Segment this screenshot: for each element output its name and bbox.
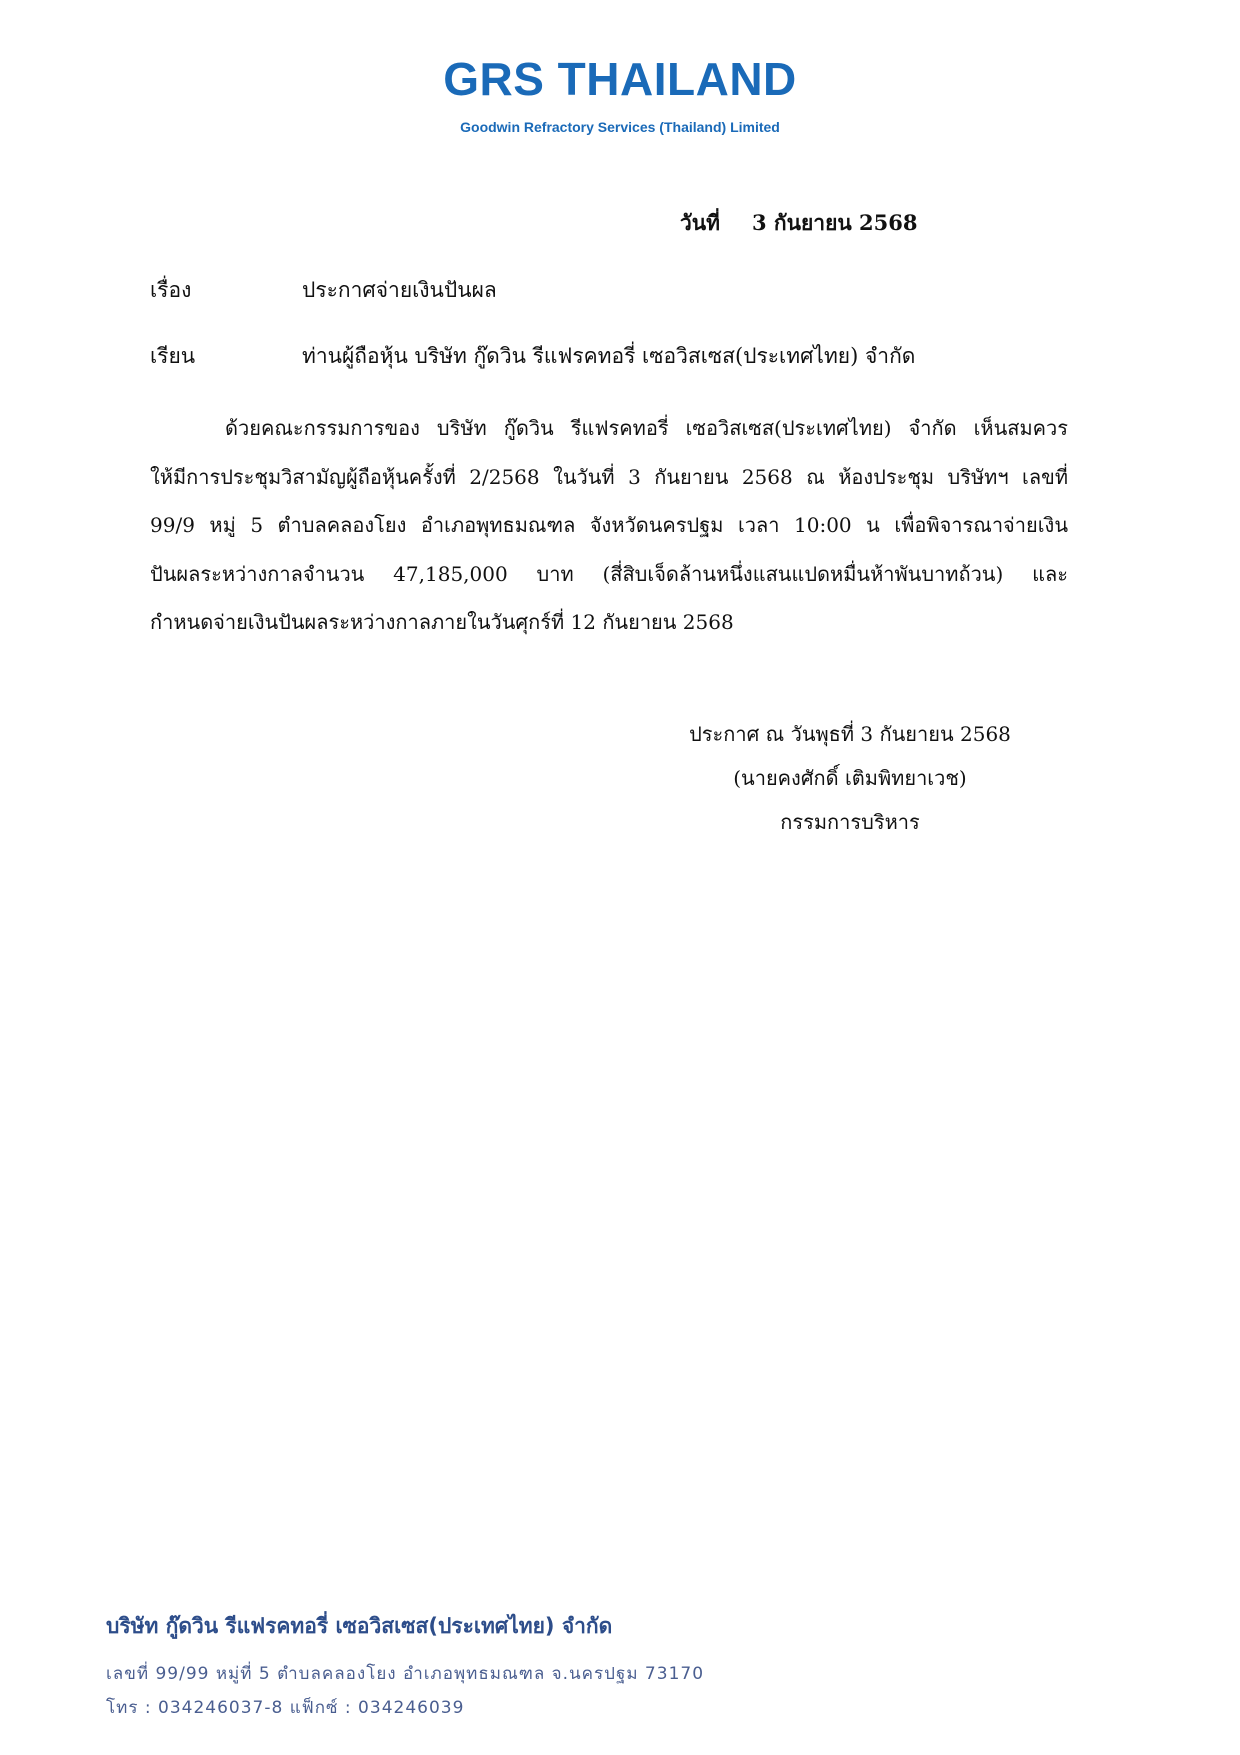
footer-address: เลขที่ 99/99 หมู่ที่ 5 ตำบลคลองโยง อำเภอพุทธมณฑล จ.นครปฐม 73170: [106, 1664, 705, 1684]
logo-subtitle: Goodwin Refractory Services (Thailand) Limited: [460, 119, 780, 135]
signatory-name: (นายคงศักดิ์ เติมพิทยาเวช): [733, 766, 967, 790]
body-line: ให้มีการประชุมวิสามัญผู้ถือหุ้นครั้งที่ 2/2568 ในวันที่ 3 กันยายน 2568 ณ ห้องประชุม บริษัทฯ เลขที่: [150, 464, 1068, 489]
body-line: ปันผลระหว่างกาลจำนวน 47,185,000 บาท (สี่สิบเจ็ดล้านหนึ่งแสนแปดหมื่นห้าพันบาทถ้วน) และ: [150, 561, 1068, 586]
date-value: 3 กันยายน 2568: [752, 210, 918, 235]
recipient-label: เรียน: [150, 344, 196, 368]
announcement-body: [150, 404, 1068, 647]
body-line: ด้วยคณะกรรมการของ บริษัท กู๊ดวิน รีแฟรคทอรี่ เซอวิสเซส(ประเทศไทย) จำกัด เห็นสมควร: [225, 416, 1068, 440]
subject-label: เรื่อง: [150, 278, 192, 302]
recipient-value: ท่านผู้ถือหุ้น บริษัท กู๊ดวิน รีแฟรคทอรี่ เซอวิสเซส(ประเทศไทย) จำกัด: [302, 344, 916, 368]
date-line: [680, 210, 918, 235]
subject-row: [150, 278, 497, 303]
signatory-position: กรรมการบริหาร: [780, 810, 920, 834]
subject-value: ประกาศจ่ายเงินปันผล: [302, 278, 497, 302]
announcement-date: ประกาศ ณ วันพุธที่ 3 กันยายน 2568: [689, 722, 1011, 746]
body-line: 99/9 หมู่ 5 ตำบลคลองโยง อำเภอพุทธมณฑล จังหวัดนครปฐม เวลา 10:00 น เพื่อพิจารณาจ่ายเงิน: [150, 513, 1068, 537]
date-label: วันที่: [680, 210, 720, 235]
recipient-row: [150, 344, 915, 369]
logo-title: GRS THAILAND: [443, 53, 797, 105]
footer-company-name: บริษัท กู๊ดวิน รีแฟรคทอรี่ เซอวิสเซส(ประเทศไทย) จำกัด: [106, 1614, 613, 1638]
footer-contact: โทร : 034246037-8 แฟ็กซ์ : 034246039: [106, 1698, 465, 1718]
body-line: กำหนดจ่ายเงินปันผลระหว่างกาลภายในวันศุกร์ที่ 12 กันยายน 2568: [150, 610, 734, 634]
